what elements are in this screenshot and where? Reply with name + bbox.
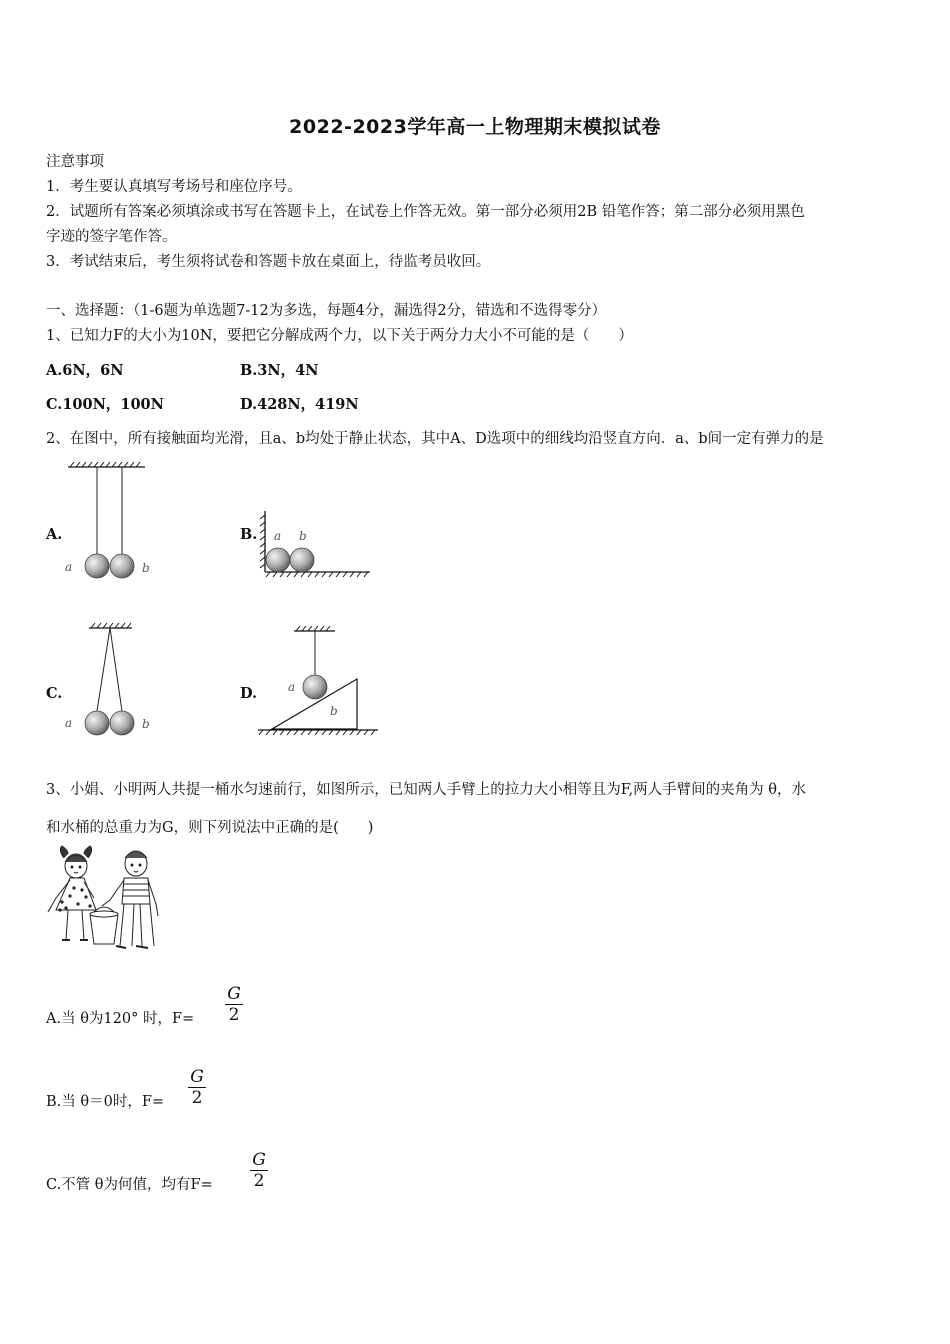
q3-option-a-fraction bbox=[225, 985, 243, 1024]
q1-option-c: C.100N，100N bbox=[46, 396, 164, 413]
fraction-numerator: G bbox=[227, 984, 241, 1004]
question-3-stem-line2: 和水桶的总重力为G，则下列说法中正确的是( ) bbox=[46, 820, 374, 836]
fraction-denominator: 2 bbox=[253, 1171, 265, 1191]
figure-c bbox=[65, 623, 150, 735]
note-item-2: 2．试题所有答案必须填涂或书写在答题卡上，在试卷上作答无效。第一部分必须用2B 铅笔作答；第二部分必须用黑色 bbox=[46, 204, 805, 220]
q1-option-b: B.3N，4N bbox=[240, 362, 319, 379]
q2-option-c-label: C. bbox=[46, 685, 63, 702]
q2-option-b-label: B. bbox=[240, 526, 258, 543]
question-3-stem-line1: 3、小娟、小明两人共提一桶水匀速前行，如图所示，已知两人手臂上的拉力大小相等且为F,两人手臂间的夹角为 θ，水 bbox=[46, 782, 806, 798]
figure-children-bucket bbox=[48, 846, 158, 948]
q2-option-a-label: A. bbox=[46, 526, 63, 543]
fraction-numerator: G bbox=[252, 1150, 266, 1170]
fraction-numerator: G bbox=[190, 1067, 204, 1087]
note-item-3: 3．考试结束后，考生须将试卷和答题卡放在桌面上，待监考员收回。 bbox=[46, 254, 491, 270]
fraction-denominator: 2 bbox=[191, 1088, 203, 1108]
page-title: 2022-2023学年高一上物理期末模拟试卷 bbox=[289, 116, 661, 138]
q2-option-d-label: D. bbox=[240, 685, 258, 702]
note-item-1: 1．考生要认真填写考场号和座位序号。 bbox=[46, 179, 302, 195]
question-2-stem: 2、在图中，所有接触面均光滑，且a、b均处于静止状态，其中A、D选项中的细线均沿竖直方向．a、b间一定有弹力的是 bbox=[46, 431, 824, 447]
fig-a-label-a: a bbox=[65, 560, 73, 574]
figure-d bbox=[258, 626, 378, 735]
figure-b bbox=[260, 511, 370, 577]
q3-option-a: A.当 θ为120° 时，F= bbox=[46, 1011, 195, 1027]
fig-c-label-b: b bbox=[142, 717, 150, 731]
fig-a-label-b: b bbox=[142, 561, 150, 575]
fig-d-label-b: b bbox=[330, 704, 338, 718]
q3-option-c-fraction bbox=[250, 1151, 268, 1190]
figure-a bbox=[65, 462, 150, 578]
fig-b-label-b: b bbox=[299, 529, 307, 543]
fig-d-label-a: a bbox=[288, 680, 296, 694]
question-1-stem: 1、已知力F的大小为10N，要把它分解成两个力，以下关于两分力大小不可能的是（ ） bbox=[46, 328, 633, 344]
notes-heading: 注意事项 bbox=[46, 154, 104, 170]
q3-option-b-fraction bbox=[188, 1068, 206, 1107]
q1-option-a: A.6N，6N bbox=[46, 362, 124, 379]
fraction-denominator: 2 bbox=[228, 1005, 240, 1025]
q3-option-c: C.不管 θ为何值，均有F= bbox=[46, 1177, 213, 1193]
note-item-2-cont: 字迹的签字笔作答。 bbox=[46, 229, 177, 245]
fig-b-label-a: a bbox=[274, 529, 282, 543]
section-heading: 一、选择题：（1-6题为单选题7-12为多选，每题4分，漏选得2分，错选和不选得零分） bbox=[46, 303, 607, 319]
fig-c-label-a: a bbox=[65, 716, 73, 730]
q1-option-d: D.428N，419N bbox=[240, 396, 359, 413]
q3-option-b: B.当 θ＝0时，F= bbox=[46, 1094, 165, 1110]
